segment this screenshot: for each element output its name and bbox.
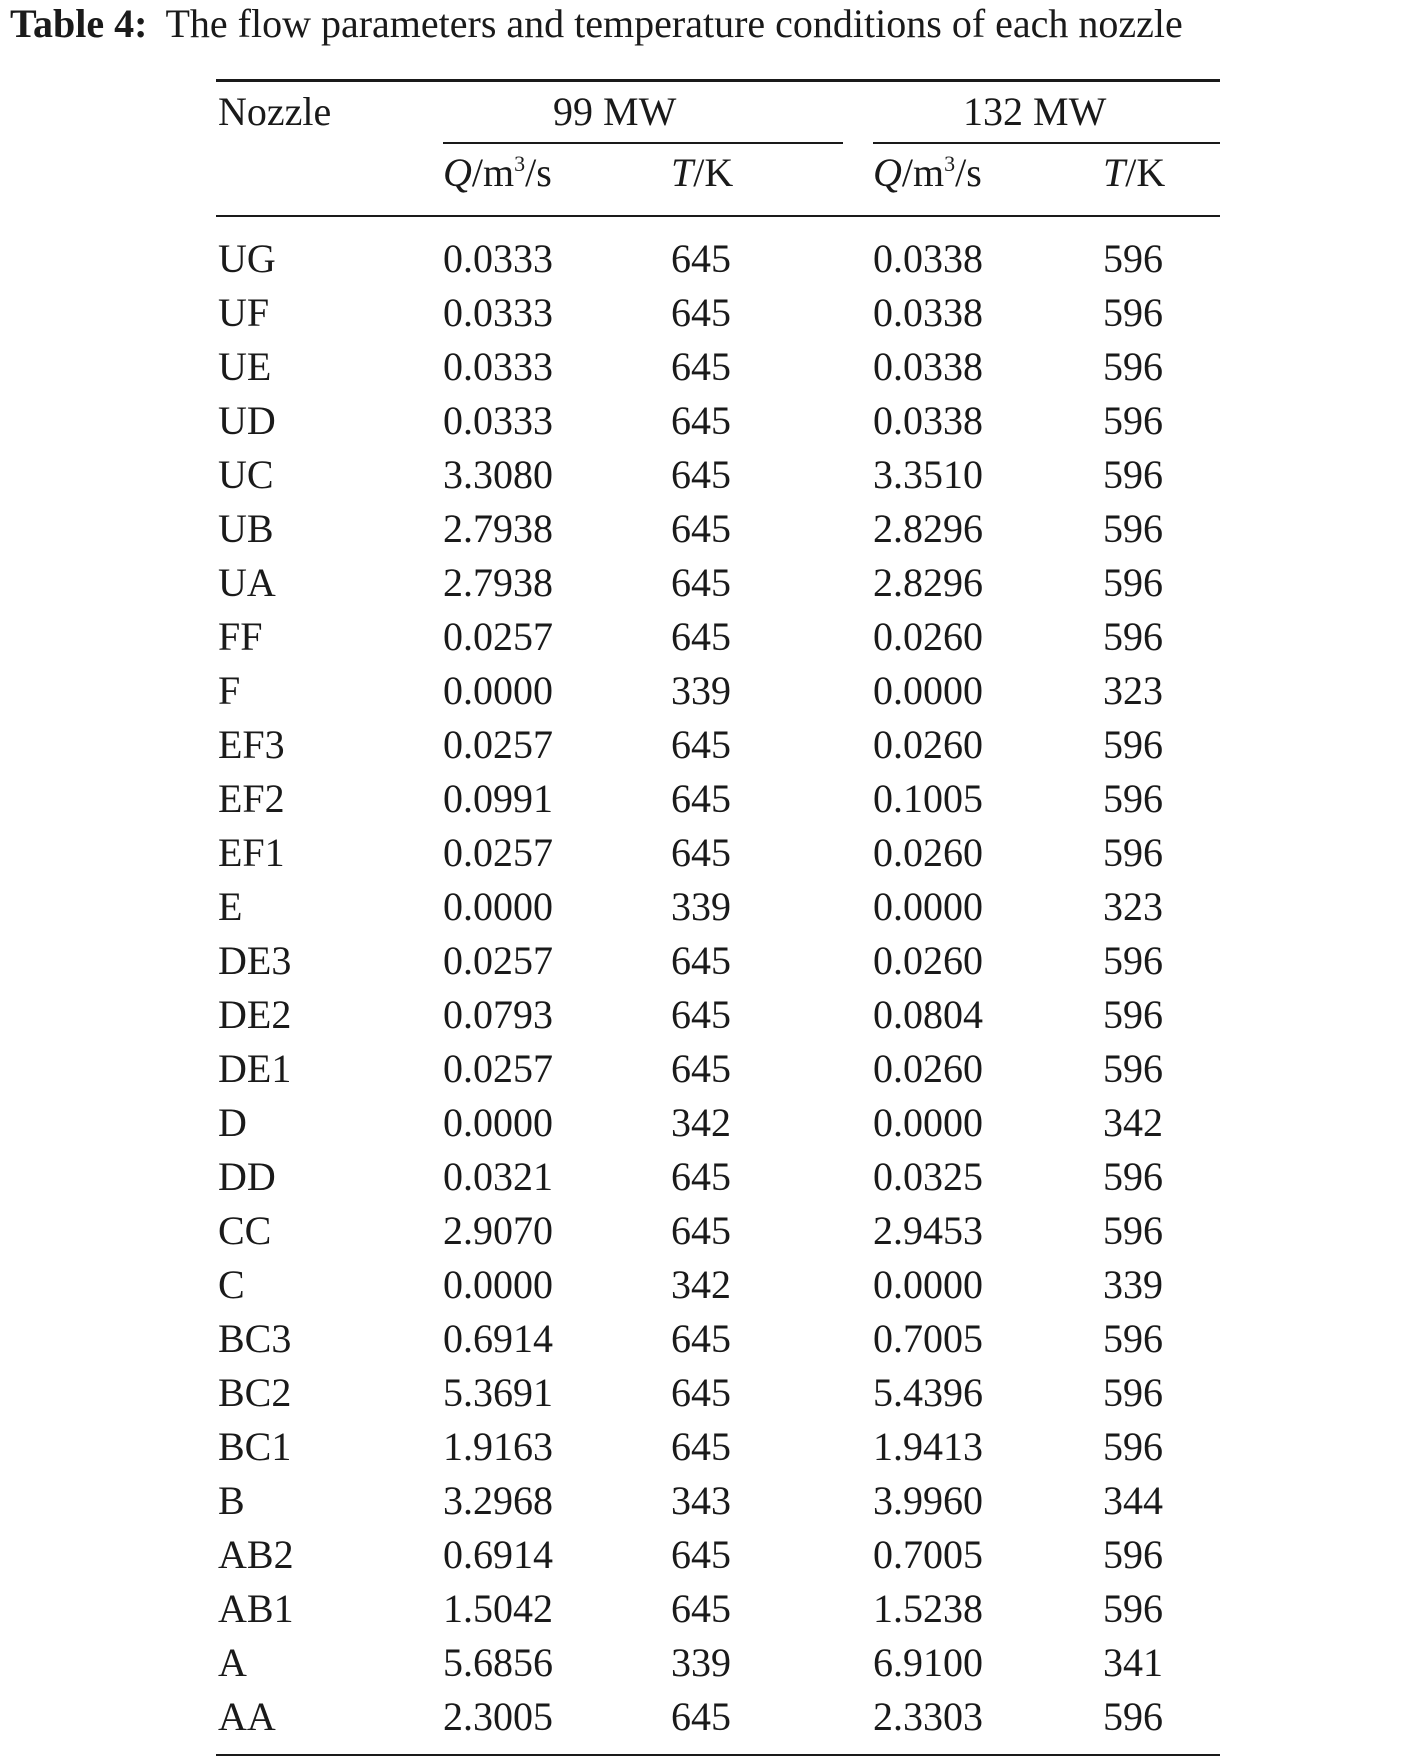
cell-nozzle: UB	[218, 506, 274, 551]
cell-t-132: 596	[1103, 830, 1163, 875]
cell-q-99: 1.9163	[443, 1424, 553, 1469]
cell-q-132: 2.8296	[873, 506, 983, 551]
cell-nozzle: F	[218, 668, 241, 713]
cell-t-132: 596	[1103, 1046, 1163, 1091]
cell-t-132: 596	[1103, 1370, 1163, 1415]
cell-nozzle: UC	[218, 452, 274, 497]
cell-nozzle: EF2	[218, 776, 285, 821]
cell-t-132: 344	[1103, 1478, 1163, 1523]
cell-q-99: 0.0257	[443, 830, 553, 875]
cell-q-99: 0.0000	[443, 1262, 553, 1307]
cell-q-99: 5.3691	[443, 1370, 553, 1415]
cell-q-99: 0.0333	[443, 236, 553, 281]
cell-q-132: 2.9453	[873, 1208, 983, 1253]
cell-q-132: 1.5238	[873, 1586, 983, 1631]
top-rule	[216, 79, 1220, 82]
q-unit-sup: 3	[514, 151, 526, 176]
cell-t-99: 342	[671, 1100, 731, 1145]
cell-q-132: 0.0260	[873, 1046, 983, 1091]
t-unit: /K	[693, 150, 734, 195]
cell-nozzle: UF	[218, 290, 270, 335]
cell-t-132: 596	[1103, 344, 1163, 389]
cell-t-132: 339	[1103, 1262, 1163, 1307]
cell-t-132: 596	[1103, 236, 1163, 281]
cell-q-99: 5.6856	[443, 1640, 553, 1685]
cell-q-132: 0.0000	[873, 1100, 983, 1145]
cell-t-132: 596	[1103, 1154, 1163, 1199]
cell-t-132: 596	[1103, 452, 1163, 497]
cell-nozzle: BC3	[218, 1316, 292, 1361]
header-bottom-rule	[216, 215, 1220, 217]
cell-t-99: 339	[671, 1640, 731, 1685]
cell-q-132: 0.0338	[873, 398, 983, 443]
cell-nozzle: UG	[218, 236, 276, 281]
cell-t-99: 645	[671, 290, 731, 335]
cell-nozzle: EF1	[218, 830, 285, 875]
header-group-99: 99 MW	[553, 89, 677, 134]
cell-nozzle: DE3	[218, 938, 292, 983]
cell-t-99: 645	[671, 1424, 731, 1469]
cell-q-132: 0.0338	[873, 236, 983, 281]
cell-q-99: 0.0793	[443, 992, 553, 1037]
cell-nozzle: C	[218, 1262, 245, 1307]
cell-t-132: 342	[1103, 1100, 1163, 1145]
cell-t-99: 645	[671, 452, 731, 497]
cell-t-99: 645	[671, 1046, 731, 1091]
cell-nozzle: AA	[218, 1694, 276, 1739]
header-q-132	[873, 149, 982, 197]
cell-q-132: 2.8296	[873, 560, 983, 605]
cell-t-99: 339	[671, 884, 731, 929]
cell-q-99: 0.6914	[443, 1532, 553, 1577]
cell-t-99: 645	[671, 938, 731, 983]
cell-nozzle: B	[218, 1478, 245, 1523]
cell-nozzle: AB2	[218, 1532, 294, 1577]
cell-q-132: 0.0000	[873, 884, 983, 929]
cell-t-132: 341	[1103, 1640, 1163, 1685]
cell-t-132: 596	[1103, 1424, 1163, 1469]
cell-t-99: 645	[671, 614, 731, 659]
cell-t-99: 645	[671, 236, 731, 281]
cell-t-132: 323	[1103, 668, 1163, 713]
cell-t-132: 596	[1103, 614, 1163, 659]
cell-t-132: 323	[1103, 884, 1163, 929]
cell-t-99: 645	[671, 992, 731, 1037]
cell-t-99: 645	[671, 1154, 731, 1199]
q-symbol: Q	[873, 150, 902, 195]
cell-t-132: 596	[1103, 776, 1163, 821]
cell-nozzle: FF	[218, 614, 263, 659]
cell-q-132: 0.0338	[873, 290, 983, 335]
cell-t-99: 339	[671, 668, 731, 713]
cell-q-132: 1.9413	[873, 1424, 983, 1469]
cell-q-99: 2.3005	[443, 1694, 553, 1739]
cell-q-132: 0.0260	[873, 722, 983, 767]
cell-q-99: 3.2968	[443, 1478, 553, 1523]
cell-nozzle: AB1	[218, 1586, 294, 1631]
cell-t-99: 645	[671, 722, 731, 767]
cell-t-99: 645	[671, 1316, 731, 1361]
cell-nozzle: E	[218, 884, 243, 929]
cell-q-132: 0.0260	[873, 830, 983, 875]
header-t-132	[1103, 149, 1165, 197]
cell-t-99: 645	[671, 830, 731, 875]
table-caption	[10, 2, 1183, 46]
cell-q-132: 0.0804	[873, 992, 983, 1037]
cell-q-99: 0.0333	[443, 398, 553, 443]
cell-q-132: 0.0338	[873, 344, 983, 389]
cell-nozzle: DD	[218, 1154, 276, 1199]
cell-q-99: 0.0333	[443, 290, 553, 335]
cell-nozzle: BC1	[218, 1424, 292, 1469]
cell-t-99: 645	[671, 776, 731, 821]
cell-q-132: 0.0260	[873, 938, 983, 983]
cell-nozzle: DE2	[218, 992, 292, 1037]
cell-q-99: 2.7938	[443, 560, 553, 605]
cell-t-99: 645	[671, 560, 731, 605]
t-symbol: T	[671, 150, 694, 195]
cell-q-99: 0.0257	[443, 722, 553, 767]
cell-q-132: 0.0325	[873, 1154, 983, 1199]
cell-t-99: 343	[671, 1478, 731, 1523]
cell-q-132: 3.9960	[873, 1478, 983, 1523]
cell-q-99: 0.0333	[443, 344, 553, 389]
cell-t-132: 596	[1103, 992, 1163, 1037]
cell-q-99: 0.0257	[443, 614, 553, 659]
cell-q-132: 5.4396	[873, 1370, 983, 1415]
cell-nozzle: UD	[218, 398, 276, 443]
cell-q-99: 0.0000	[443, 668, 553, 713]
cell-q-132: 6.9100	[873, 1640, 983, 1685]
cell-t-132: 596	[1103, 1586, 1163, 1631]
cell-t-99: 645	[671, 1370, 731, 1415]
cell-nozzle: UA	[218, 560, 276, 605]
caption-label: Table 4:	[10, 1, 148, 46]
cell-t-99: 645	[671, 1208, 731, 1253]
cell-q-99: 0.0321	[443, 1154, 553, 1199]
header-nozzle: Nozzle	[218, 89, 332, 134]
cell-q-99: 0.0000	[443, 884, 553, 929]
cell-t-99: 645	[671, 1532, 731, 1577]
q-unit-sup: 3	[944, 151, 956, 176]
cell-t-99: 342	[671, 1262, 731, 1307]
cell-q-132: 0.0260	[873, 614, 983, 659]
q-unit-post: /s	[955, 150, 982, 195]
cell-t-99: 645	[671, 1694, 731, 1739]
cell-q-99: 0.0257	[443, 938, 553, 983]
cell-q-132: 3.3510	[873, 452, 983, 497]
cell-t-132: 596	[1103, 722, 1163, 767]
q-unit-pre: /m	[471, 150, 515, 195]
cell-t-132: 596	[1103, 1694, 1163, 1739]
header-q-99	[443, 149, 552, 197]
cell-t-99: 645	[671, 398, 731, 443]
header-group-132: 132 MW	[963, 89, 1107, 134]
cell-q-99: 2.7938	[443, 506, 553, 551]
cell-q-132: 0.7005	[873, 1532, 983, 1577]
cell-nozzle: UE	[218, 344, 272, 389]
cell-t-132: 596	[1103, 1316, 1163, 1361]
q-unit-pre: /m	[901, 150, 945, 195]
cell-q-99: 3.3080	[443, 452, 553, 497]
cell-q-132: 2.3303	[873, 1694, 983, 1739]
cell-t-132: 596	[1103, 1208, 1163, 1253]
group-99-rule	[443, 142, 843, 144]
cell-nozzle: A	[218, 1640, 247, 1685]
cell-q-132: 0.0000	[873, 668, 983, 713]
t-symbol: T	[1103, 150, 1126, 195]
cell-q-99: 0.0000	[443, 1100, 553, 1145]
cell-nozzle: EF3	[218, 722, 285, 767]
q-unit-post: /s	[525, 150, 552, 195]
cell-t-132: 596	[1103, 506, 1163, 551]
cell-t-132: 596	[1103, 290, 1163, 335]
bottom-rule	[216, 1754, 1220, 1756]
group-132-rule	[873, 142, 1220, 144]
header-t-99	[671, 149, 733, 197]
cell-nozzle: BC2	[218, 1370, 292, 1415]
cell-t-99: 645	[671, 344, 731, 389]
cell-t-132: 596	[1103, 560, 1163, 605]
cell-q-132: 0.1005	[873, 776, 983, 821]
cell-q-99: 0.6914	[443, 1316, 553, 1361]
cell-t-99: 645	[671, 506, 731, 551]
cell-t-132: 596	[1103, 398, 1163, 443]
cell-t-132: 596	[1103, 938, 1163, 983]
t-unit: /K	[1125, 150, 1166, 195]
cell-nozzle: CC	[218, 1208, 272, 1253]
cell-nozzle: DE1	[218, 1046, 292, 1091]
cell-q-99: 0.0257	[443, 1046, 553, 1091]
cell-t-132: 596	[1103, 1532, 1163, 1577]
caption-text: The flow parameters and temperature conditions of each nozzle	[165, 1, 1183, 46]
cell-nozzle: D	[218, 1100, 247, 1145]
cell-q-99: 0.0991	[443, 776, 553, 821]
q-symbol: Q	[443, 150, 472, 195]
cell-q-99: 1.5042	[443, 1586, 553, 1631]
cell-q-99: 2.9070	[443, 1208, 553, 1253]
cell-q-132: 0.7005	[873, 1316, 983, 1361]
cell-t-99: 645	[671, 1586, 731, 1631]
cell-q-132: 0.0000	[873, 1262, 983, 1307]
